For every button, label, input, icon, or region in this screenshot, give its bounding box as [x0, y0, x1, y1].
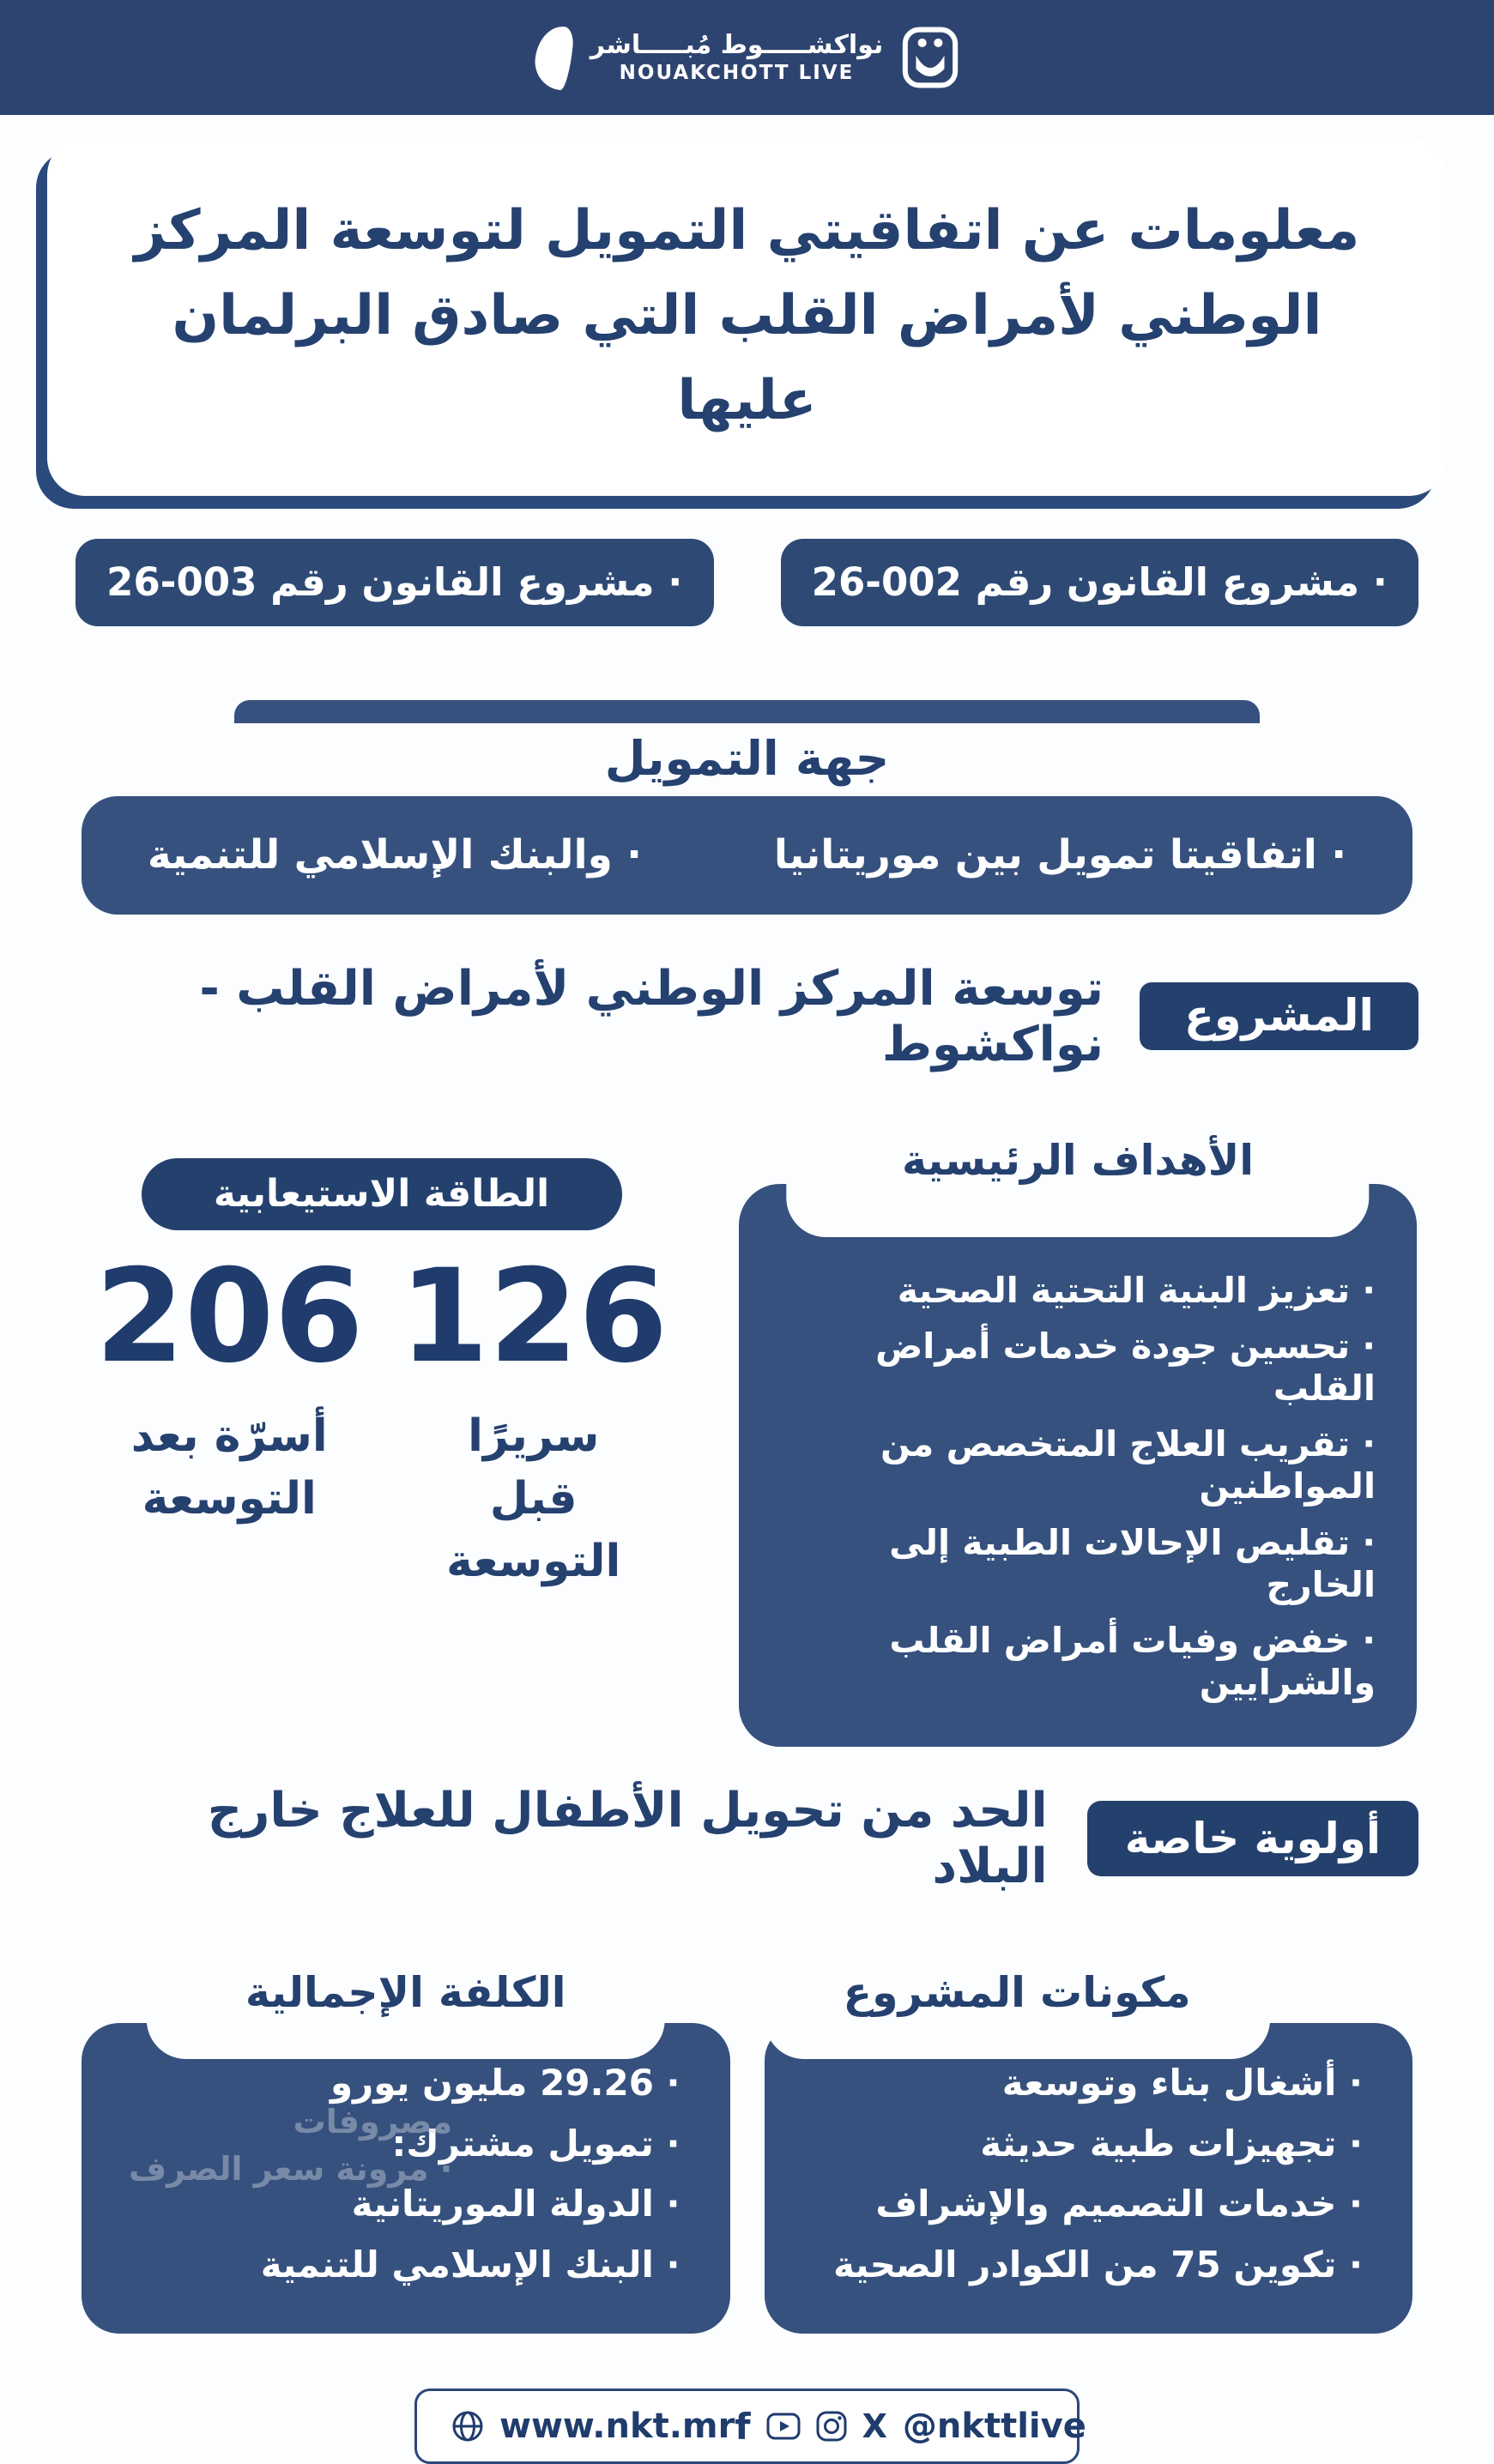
objectives-capacity-grid [77, 1135, 1417, 1748]
cost-item: · 29.26 مليون يورو [330, 2062, 680, 2105]
cost-item: · الدولة الموريتانية [351, 2183, 680, 2225]
title-card [47, 137, 1447, 496]
funding-item-mauritania: · اتفاقيتا تمويل بين موريتانيا [773, 831, 1347, 879]
logo-swoosh [532, 24, 575, 91]
beds-after-number: 206 [94, 1241, 364, 1392]
footer-website-group [451, 2407, 735, 2446]
footer-social-group [735, 2406, 1086, 2448]
beds-after-label: أسرّة بعد التوسعة [130, 1410, 328, 1525]
watermark-line-1: مصروفات [293, 2102, 453, 2141]
priority-row [76, 1783, 1418, 1894]
cost-item: · البنك الإسلامي للتنمية [260, 2243, 680, 2286]
priority-badge: أولوية خاصة [1087, 1801, 1418, 1876]
law-pills-row [76, 539, 1418, 626]
funding-box [82, 796, 1412, 915]
component-item: · خدمات التصميم والإشراف [875, 2183, 1363, 2225]
funding-section [0, 700, 1494, 915]
cost-item: · تمويل مشترك: [391, 2122, 680, 2165]
brand-logo-text [590, 29, 884, 86]
components-title: مكونات المشروع [843, 1968, 1191, 2018]
page-title-line-1: معلومات عن اتفاقيتي التمويل لتوسعة المركز [134, 199, 1360, 263]
capacity-after-column [77, 1241, 382, 1593]
capacity-title-pill: الطاقة الاستيعابية [142, 1158, 622, 1230]
watermark-text [129, 2099, 452, 2193]
instagram-icon[interactable] [816, 2411, 847, 2442]
law-pill-002: · مشروع القانون رقم 002-26 [781, 539, 1419, 626]
cost-title: الكلفة الإجمالية [245, 1968, 566, 2018]
objective-item: · تعزيز البنية التحتية الصحية [897, 1269, 1376, 1311]
brand-logo-icon [902, 26, 959, 89]
facebook-icon[interactable]: f [735, 2405, 751, 2448]
youtube-icon[interactable] [766, 2413, 801, 2440]
components-list [814, 2061, 1364, 2287]
page-title-line-2: الوطني لأمراض القلب التي صادق البرلمان عليها [172, 284, 1322, 433]
objectives-box [739, 1135, 1417, 1748]
capacity-before-column [382, 1241, 687, 1593]
x-twitter-icon[interactable]: X [862, 2407, 887, 2446]
capacity-block [77, 1172, 686, 1593]
components-title-plate [765, 1963, 1270, 2059]
objective-item: · تحسين جودة خدمات أمراض القلب [875, 1325, 1376, 1409]
footer-bar [414, 2389, 1086, 2464]
objectives-list [780, 1270, 1376, 1705]
funding-item-isdb: · والبنك الإسلامي للتنمية [147, 831, 643, 879]
component-item: · تجهيزات طبية حديثة [980, 2122, 1363, 2165]
social-handle[interactable]: @nkttlive [902, 2407, 1086, 2447]
beds-before-label: سريرًا قبل التوسعة [446, 1410, 621, 1587]
beds-before-number: 126 [399, 1241, 668, 1392]
objectives-title-plate [786, 1131, 1369, 1237]
globe-icon [451, 2410, 484, 2443]
component-item: · تكوين 75 من الكوادر الصحية [833, 2243, 1363, 2286]
component-item: · أشغال بناء وتوسعة [1001, 2062, 1363, 2105]
brand-name-english: NOUAKCHOTT LIVE [619, 62, 855, 85]
watermark-line-2: · مرونة سعر الصرف [129, 2149, 453, 2188]
funding-section-title: جهة التمويل [604, 730, 890, 786]
objective-item: · تقليص الإحالات الطبية إلى الخارج [889, 1521, 1376, 1605]
website-link[interactable]: www.nkt.mr [499, 2407, 735, 2447]
funding-ribbon-strip [234, 700, 1260, 723]
objective-item: · تقريب العلاج المتخصص من المواطنين [880, 1423, 1376, 1507]
law-pill-003: · مشروع القانون رقم 003-26 [76, 539, 714, 626]
priority-description: الحد من تحويل الأطفال للعلاج خارج البلاد [207, 1783, 1048, 1895]
cost-title-plate [147, 1963, 665, 2059]
objective-item: · خفض وفيات أمراض القلب والشرايين [889, 1619, 1376, 1704]
objectives-title: الأهداف الرئيسية [901, 1135, 1254, 1185]
project-badge: المشروع [1140, 982, 1418, 1050]
project-row [76, 961, 1418, 1072]
capacity-columns [77, 1241, 686, 1593]
components-box [765, 1968, 1413, 2334]
header-bar [0, 0, 1494, 115]
brand-name-arabic: نواكشـــــوط مُبـــــاشر [590, 29, 884, 60]
project-description: توسعة المركز الوطني لأمراض القلب - نواكشوط [199, 960, 1104, 1072]
